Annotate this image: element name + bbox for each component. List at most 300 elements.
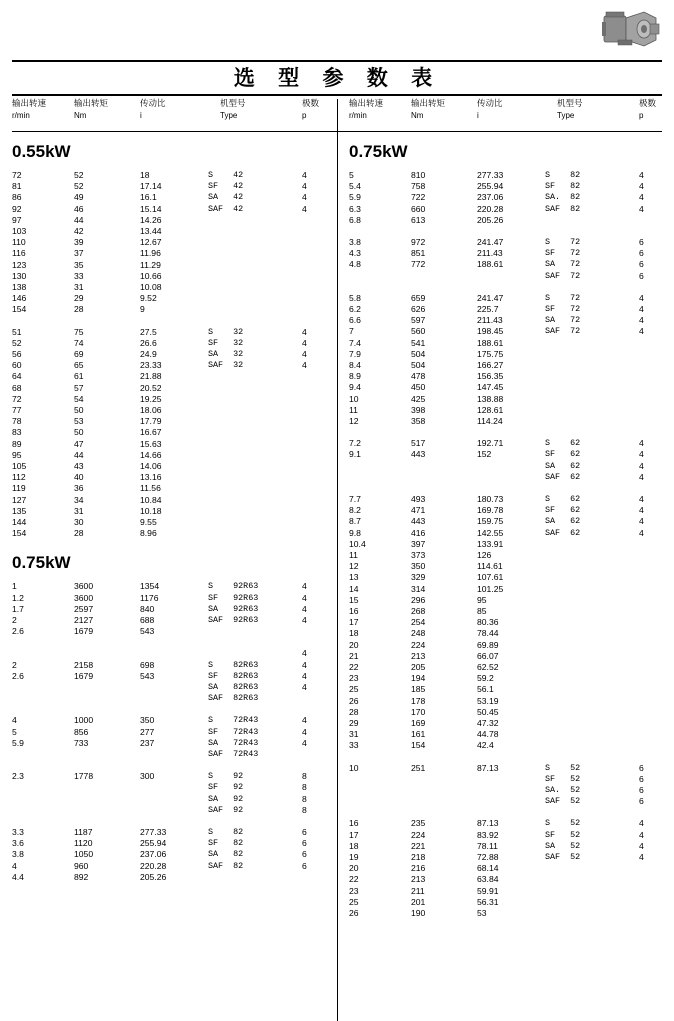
cell-ratio: 13.44: [140, 226, 162, 236]
cell-output-torque: 36: [74, 483, 84, 494]
cell-type: SAF 52: [545, 852, 581, 862]
page-title-text: 选 型 参 数 表: [233, 66, 441, 90]
cell-ratio: 15.14: [140, 203, 162, 214]
cell-poles: 4: [639, 304, 644, 314]
cell-output-speed: 17: [349, 829, 359, 840]
cell-poles: 6: [639, 237, 644, 247]
cell-ratio: 138.88: [477, 393, 504, 404]
cell-output-torque: 626: [411, 304, 426, 314]
cell-output-torque: 251: [411, 762, 426, 773]
cell-output-speed: 86: [12, 192, 22, 203]
cell-output-speed: 23: [349, 673, 359, 684]
cell-output-speed: 25: [349, 896, 359, 907]
cell-output-torque: 213: [411, 874, 426, 885]
cell-output-torque: 960: [74, 860, 89, 871]
cell-ratio: 18.06: [140, 405, 162, 415]
cell-output-torque: 53: [74, 416, 84, 427]
cell-ratio: 19.25: [140, 393, 162, 404]
cell-ratio: 156.35: [477, 371, 504, 382]
cell-ratio: 14.66: [140, 449, 162, 460]
cell-poles: 6: [639, 270, 644, 281]
cell-output-torque: 3600: [74, 592, 94, 603]
cell-ratio: 26.6: [140, 337, 157, 348]
cell-output-torque: 61: [74, 371, 84, 382]
cell-output-speed: 138: [12, 282, 27, 292]
cell-ratio: 9.55: [140, 517, 157, 527]
cell-type: SF 92: [208, 782, 244, 793]
cell-output-speed: 7.4: [349, 337, 361, 348]
cell-ratio: 20.52: [140, 382, 162, 393]
cell-type: SAF 62: [545, 471, 581, 482]
cell-ratio: 188.61: [477, 337, 504, 348]
cell-ratio: 142.55: [477, 527, 504, 538]
cell-poles: 4: [302, 337, 307, 348]
cell-output-torque: 856: [74, 726, 89, 737]
cell-output-speed: 154: [12, 528, 27, 539]
cell-poles: 6: [639, 785, 644, 795]
cell-output-torque: 613: [411, 214, 426, 225]
cell-ratio: 126: [477, 550, 492, 560]
cell-ratio: 14.06: [140, 461, 162, 471]
cell-poles: 8: [302, 804, 307, 815]
cell-output-torque: 34: [74, 494, 84, 505]
cell-ratio: 255.94: [140, 838, 167, 849]
cell-output-speed: 2.3: [12, 771, 24, 782]
cell-output-speed: 11: [349, 550, 358, 560]
cell-type: SA 62: [545, 460, 581, 471]
cell-output-torque: 314: [411, 583, 426, 594]
cell-poles: 6: [639, 259, 644, 270]
cell-poles: 4: [639, 438, 644, 449]
cell-output-torque: 235: [411, 818, 426, 829]
cell-output-speed: 92: [12, 203, 22, 214]
cell-poles: 4: [302, 715, 307, 726]
cell-output-torque: 397: [411, 538, 426, 549]
cell-ratio: 114.24: [477, 416, 503, 426]
header-output-torque-right: 输出转矩 Nm: [411, 99, 446, 120]
cell-ratio: 17.14: [140, 181, 162, 192]
cell-output-speed: 8.7: [349, 516, 361, 527]
cell-output-speed: 10: [349, 762, 359, 773]
cell-poles: 4: [639, 818, 644, 829]
cell-ratio: 166.27: [477, 360, 504, 370]
cell-ratio: 10.18: [140, 505, 162, 516]
cell-type: SF 82: [208, 838, 244, 849]
cell-ratio: 169.78: [477, 505, 504, 516]
cell-output-speed: 12: [349, 416, 359, 426]
cell-output-torque: 560: [411, 326, 426, 337]
cell-ratio: 53: [477, 908, 487, 918]
cell-poles: 4: [302, 670, 307, 681]
cell-poles: 4: [302, 659, 307, 670]
header-output-speed-left: 输出转速 r/min: [12, 99, 47, 120]
cell-output-speed: 5.4: [349, 181, 361, 192]
cell-output-torque: 37: [74, 248, 84, 259]
header-type-right: 机型号 Type: [557, 99, 583, 120]
cell-type: S 92R63: [208, 581, 259, 592]
cell-output-speed: 18: [349, 628, 359, 639]
cell-output-torque: 772: [411, 259, 426, 270]
cell-output-torque: 517: [411, 438, 426, 449]
cell-output-speed: 4.4: [12, 871, 24, 882]
cell-output-torque: 218: [411, 852, 426, 862]
cell-ratio: 159.75: [477, 516, 504, 527]
cell-poles: 4: [639, 829, 644, 840]
cell-ratio: 10.08: [140, 282, 162, 292]
cell-ratio: 11.56: [140, 483, 161, 494]
cell-poles: 4: [302, 581, 307, 592]
cell-type: S 42: [208, 170, 244, 180]
cell-output-torque: 69: [74, 349, 84, 359]
cell-output-speed: 15: [349, 594, 359, 605]
cell-output-torque: 42: [74, 226, 84, 236]
cell-type: S 52: [545, 818, 581, 829]
cell-ratio: 24.9: [140, 349, 157, 359]
cell-ratio: 17.79: [140, 416, 162, 427]
cell-ratio: 95: [477, 594, 487, 605]
cell-output-speed: 3.6: [12, 838, 24, 849]
gearbox-photo: [600, 6, 662, 52]
cell-output-speed: 5: [349, 170, 354, 180]
cell-output-speed: 1.2: [12, 592, 24, 603]
cell-output-torque: 733: [74, 737, 89, 748]
cell-poles: 4: [639, 315, 644, 326]
cell-output-torque: 31: [74, 282, 84, 292]
cell-poles: 4: [639, 292, 644, 303]
cell-poles: 4: [639, 170, 644, 180]
cell-output-torque: 40: [74, 472, 84, 483]
cell-output-speed: 20: [349, 639, 359, 650]
cell-output-speed: 14: [349, 583, 359, 594]
cell-type: SF 32: [208, 337, 244, 348]
cell-ratio: 255.94: [477, 181, 504, 192]
title-rule-bottom: [12, 94, 662, 96]
cell-output-torque: 28: [74, 528, 84, 539]
cell-output-torque: 358: [411, 416, 426, 426]
cell-output-torque: 2597: [74, 603, 94, 614]
cell-output-speed: 19: [349, 852, 359, 862]
cell-output-speed: 6.3: [349, 203, 361, 214]
cell-output-speed: 5: [12, 726, 17, 737]
cell-output-torque: 504: [411, 348, 426, 359]
cell-output-speed: 103: [12, 226, 27, 236]
cell-poles: 4: [302, 349, 307, 359]
cell-output-speed: 23: [349, 885, 359, 896]
cell-type: SAF 72R43: [208, 749, 259, 759]
cell-output-speed: 5.8: [349, 292, 361, 303]
cell-output-speed: 105: [12, 461, 27, 471]
cell-ratio: 237.06: [477, 192, 504, 203]
cell-type: SA 52: [545, 840, 581, 851]
cell-ratio: 78.11: [477, 840, 498, 851]
cell-poles: 4: [302, 592, 307, 603]
cell-ratio: 205.26: [140, 871, 167, 882]
cell-output-torque: 471: [411, 505, 426, 516]
cell-output-speed: 7: [349, 326, 354, 337]
cell-ratio: 133.91: [477, 538, 504, 549]
cell-ratio: 128.61: [477, 404, 504, 415]
cell-poles: 8: [302, 793, 307, 804]
cell-poles: 6: [302, 860, 307, 871]
cell-output-speed: 72: [12, 170, 22, 180]
cell-output-speed: 89: [12, 438, 22, 449]
cell-ratio: 152: [477, 449, 492, 460]
cell-output-torque: 47: [74, 438, 84, 449]
cell-type: SAF 72: [545, 326, 581, 337]
cell-poles: 6: [639, 796, 644, 807]
cell-output-torque: 52: [74, 181, 84, 192]
cell-type: S 62: [545, 438, 581, 449]
cell-type: SAF 82R63: [208, 693, 259, 704]
cell-output-torque: 224: [411, 639, 426, 650]
cell-ratio: 698: [140, 659, 155, 670]
cell-type: SF 72: [545, 304, 581, 314]
cell-ratio: 42.4: [477, 740, 494, 751]
cell-output-torque: 892: [74, 871, 89, 882]
cell-output-speed: 78: [12, 416, 22, 427]
cell-poles: 6: [639, 773, 644, 784]
cell-output-speed: 8.2: [349, 505, 361, 516]
center-divider: [337, 99, 338, 1021]
cell-type: SAF 82: [545, 203, 581, 214]
cell-output-torque: 425: [411, 393, 426, 404]
cell-output-speed: 6.6: [349, 315, 361, 326]
cell-output-speed: 31: [349, 729, 359, 740]
cell-poles: 4: [302, 360, 307, 371]
cell-ratio: 21.88: [140, 371, 162, 382]
cell-output-speed: 12: [349, 561, 359, 572]
cell-output-torque: 416: [411, 527, 426, 538]
cell-type: SA 72: [545, 259, 581, 270]
cell-poles: 4: [639, 852, 644, 862]
cell-output-speed: 2: [12, 615, 17, 625]
cell-output-torque: 268: [411, 606, 426, 616]
cell-output-speed: 95: [12, 449, 22, 460]
cell-ratio: 225.7: [477, 304, 499, 314]
cell-ratio: 300: [140, 771, 155, 782]
cell-type: SA. 52: [545, 785, 581, 795]
cell-poles: 4: [639, 840, 644, 851]
cell-output-speed: 2.6: [12, 670, 24, 681]
cell-ratio: 175.75: [477, 348, 504, 359]
cell-output-torque: 28: [74, 304, 84, 315]
cell-output-speed: 81: [12, 181, 22, 192]
cell-ratio: 237.06: [140, 849, 167, 860]
cell-ratio: 188.61: [477, 259, 504, 270]
cell-type: SA 92R63: [208, 603, 259, 614]
cell-output-torque: 190: [411, 908, 426, 918]
cell-ratio: 198.45: [477, 326, 504, 337]
cell-output-speed: 25: [349, 684, 359, 695]
header-poles-left: 极数 p: [302, 99, 320, 120]
cell-output-speed: 119: [12, 483, 26, 494]
cell-output-torque: 851: [411, 248, 426, 259]
cell-poles: 4: [302, 326, 307, 337]
cell-type: SA 42: [208, 192, 244, 203]
cell-type: SF 42: [208, 181, 244, 192]
cell-ratio: 205.26: [477, 214, 504, 225]
cell-output-speed: 154: [12, 304, 27, 315]
cell-ratio: 27.5: [140, 326, 157, 337]
cell-ratio: 180.73: [477, 494, 504, 504]
cell-poles: 6: [302, 827, 307, 837]
header-output-torque-left: 输出转矩 Nm: [74, 99, 109, 120]
cell-ratio: 44.78: [477, 729, 499, 740]
cell-output-speed: 64: [12, 371, 22, 382]
cell-ratio: 78.44: [477, 628, 499, 639]
cell-output-speed: 33: [349, 740, 359, 751]
cell-ratio: 211.43: [477, 315, 503, 326]
cell-output-speed: 22: [349, 662, 359, 672]
cell-poles: 4: [639, 192, 644, 203]
cell-output-speed: 7.7: [349, 494, 361, 504]
cell-type: SA. 82: [545, 192, 581, 203]
cell-output-torque: 224: [411, 829, 426, 840]
cell-ratio: 147.45: [477, 382, 504, 393]
cell-poles: 4: [302, 737, 307, 748]
cell-output-torque: 29: [74, 293, 84, 304]
cell-output-speed: 26: [349, 695, 359, 706]
cell-output-torque: 49: [74, 192, 84, 203]
cell-output-torque: 57: [74, 382, 84, 393]
cell-output-torque: 660: [411, 203, 426, 214]
cell-output-torque: 541: [411, 337, 426, 348]
cell-ratio: 15.63: [140, 438, 162, 449]
cell-output-torque: 659: [411, 292, 426, 303]
cell-ratio: 241.47: [477, 237, 504, 247]
cell-ratio: 87.13: [477, 818, 499, 829]
cell-ratio: 543: [140, 670, 155, 681]
cell-output-torque: 211: [411, 885, 425, 896]
cell-ratio: 8.96: [140, 528, 157, 539]
cell-output-speed: 135: [12, 505, 27, 516]
cell-output-speed: 20: [349, 863, 359, 874]
cell-output-speed: 3.8: [12, 849, 24, 860]
cell-type: S 52: [545, 762, 581, 773]
cell-type: SA 32: [208, 349, 244, 359]
cell-output-speed: 77: [12, 405, 22, 415]
cell-output-torque: 1679: [74, 626, 94, 637]
cell-poles: 8: [302, 771, 307, 782]
cell-ratio: 13.16: [140, 472, 162, 483]
cell-type: SF 52: [545, 773, 581, 784]
cell-output-speed: 13: [349, 572, 359, 583]
cell-output-torque: 33: [74, 270, 84, 281]
cell-output-torque: 50: [74, 405, 84, 415]
cell-type: S 72R43: [208, 715, 259, 726]
cell-output-speed: 51: [12, 326, 22, 337]
cell-output-torque: 722: [411, 192, 426, 203]
cell-ratio: 68.14: [477, 863, 499, 874]
cell-output-torque: 504: [411, 360, 426, 370]
cell-ratio: 83.92: [477, 829, 499, 840]
cell-output-speed: 3.3: [12, 827, 24, 837]
cell-poles: 4: [302, 181, 307, 192]
cell-output-torque: 1050: [74, 849, 94, 860]
cell-ratio: 59.2: [477, 673, 494, 684]
cell-poles: 4: [639, 527, 644, 538]
cell-output-speed: 11: [349, 404, 358, 415]
cell-ratio: 277.33: [140, 827, 167, 837]
cell-poles: 4: [639, 326, 644, 337]
cell-ratio: 277: [140, 726, 155, 737]
cell-type: SA 72: [545, 315, 581, 326]
cell-output-torque: 597: [411, 315, 426, 326]
cell-output-torque: 1679: [74, 670, 94, 681]
power-rating-heading: 0.55kW: [12, 142, 71, 161]
cell-output-speed: 28: [349, 706, 359, 717]
cell-type: SA 62: [545, 516, 581, 527]
cell-type: SF 52: [545, 829, 581, 840]
cell-output-speed: 8.9: [349, 371, 361, 382]
cell-output-torque: 1187: [74, 827, 93, 837]
cell-ratio: 101.25: [477, 583, 504, 594]
cell-poles: 6: [302, 849, 307, 860]
cell-output-speed: 29: [349, 718, 359, 728]
cell-output-torque: 254: [411, 617, 426, 628]
cell-ratio: 107.61: [477, 572, 504, 583]
cell-ratio: 10.66: [140, 270, 162, 281]
cell-poles: 4: [639, 449, 644, 460]
cell-type: SF 72R43: [208, 726, 259, 737]
cell-ratio: 1354: [140, 581, 160, 592]
cell-ratio: 12.67: [140, 237, 162, 248]
cell-output-speed: 16: [349, 606, 359, 616]
cell-output-speed: 7.2: [349, 438, 361, 449]
cell-type: S 72: [545, 292, 581, 303]
cell-output-speed: 112: [12, 472, 26, 483]
cell-output-torque: 1778: [74, 771, 94, 782]
cell-output-speed: 1: [12, 581, 17, 592]
cell-output-speed: 2: [12, 659, 17, 670]
cell-output-torque: 329: [411, 572, 426, 583]
cell-ratio: 56.1: [477, 684, 494, 695]
cell-output-torque: 2158: [74, 659, 94, 670]
cell-type: SF 82R63: [208, 670, 259, 681]
cell-output-torque: 1120: [74, 838, 93, 849]
cell-ratio: 543: [140, 626, 155, 637]
cell-ratio: 18: [140, 170, 150, 180]
cell-ratio: 23.33: [140, 360, 162, 371]
cell-output-torque: 213: [411, 650, 426, 661]
cell-output-speed: 17: [349, 617, 359, 628]
cell-ratio: 10.84: [140, 494, 162, 505]
cell-output-torque: 75: [74, 326, 84, 337]
cell-type: SF 82: [545, 181, 581, 192]
cell-poles: 4: [639, 203, 644, 214]
cell-output-torque: 478: [411, 371, 426, 382]
cell-output-speed: 9.4: [349, 382, 361, 393]
cell-output-speed: 60: [12, 360, 22, 371]
cell-type: SF 62: [545, 505, 581, 516]
cell-output-torque: 443: [411, 449, 426, 460]
cell-output-torque: 493: [411, 494, 426, 504]
cell-output-torque: 185: [411, 684, 426, 695]
cell-output-speed: 127: [12, 494, 27, 505]
cell-output-torque: 52: [74, 170, 84, 180]
cell-ratio: 277.33: [477, 170, 504, 180]
cell-ratio: 47.32: [477, 718, 499, 728]
cell-ratio: 14.26: [140, 214, 162, 225]
cell-poles: 8: [302, 782, 307, 793]
cell-type: S 32: [208, 326, 244, 337]
cell-output-torque: 450: [411, 382, 426, 393]
cell-poles: 4: [302, 603, 307, 614]
cell-output-speed: 21: [349, 650, 359, 661]
cell-type: SF 72: [545, 248, 581, 259]
cell-ratio: 840: [140, 603, 155, 614]
cell-ratio: 69.89: [477, 639, 499, 650]
